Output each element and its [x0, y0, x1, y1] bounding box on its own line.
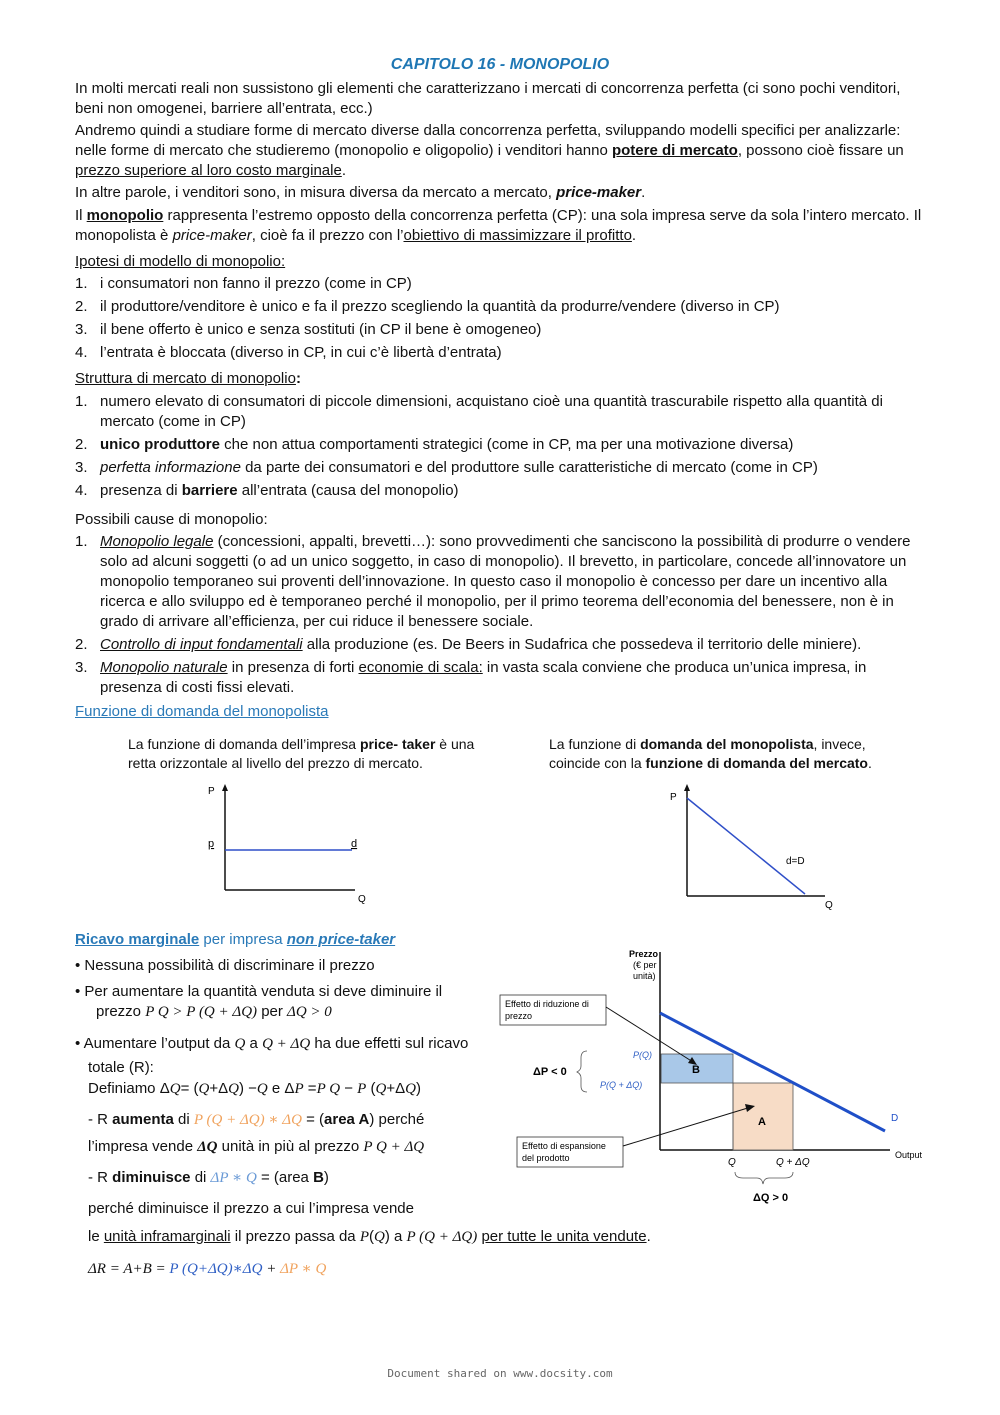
axis-label-q: Q	[358, 894, 366, 905]
ricavo-heading-text: per impresa	[199, 931, 287, 948]
barriere-term: barriere	[181, 482, 238, 499]
ricavo-aumenta-line2	[88, 1137, 508, 1157]
le-text: (	[369, 1228, 374, 1245]
area-a-label: area A	[324, 1111, 370, 1128]
qdq-tick-label: Q + ΔQ	[776, 1157, 810, 1168]
ricavo-text: prezzo	[96, 1003, 146, 1020]
intro-p2e: .	[341, 162, 346, 179]
le-text: .	[646, 1228, 651, 1245]
intro-p4a: Il	[75, 207, 87, 224]
struttura-colon: :	[295, 370, 301, 387]
aum-text: unità in più al prezzo	[217, 1138, 364, 1155]
y-label: unità)	[633, 971, 656, 981]
ricavo-inframarginali	[88, 1227, 788, 1247]
ricavo-aumenta	[88, 1110, 508, 1130]
def-text: )	[415, 1080, 421, 1097]
y-label: (€ per	[633, 960, 657, 970]
le-math: P	[359, 1229, 369, 1245]
ipotesi-heading: Ipotesi di modello di monopolio:	[75, 253, 286, 270]
intro-p4c: rappresenta l’estremo opposto della concorrenza perfetta (CP): una sola impresa serve da sola l’intero mercato. Il monopolista è	[75, 207, 922, 244]
ricavo-perche: perché diminuisce il prezzo a cui l’impresa vende	[88, 1200, 414, 1217]
formula-part-blue: P (Q+ΔQ)∗ΔQ	[169, 1261, 263, 1277]
aum-text: di	[173, 1111, 194, 1128]
caption-text: , invece, coincide con la	[549, 736, 866, 771]
ipotesi-item-text: il produttore/venditore è unico e fa il prezzo scegliendo la quantità da produrre/vendere (diverso in CP)	[100, 298, 780, 315]
def-math: Q	[375, 1081, 387, 1097]
intro-p3	[75, 183, 925, 203]
graph-ricavo-marginale	[495, 940, 935, 1215]
def-math: Q	[169, 1081, 181, 1097]
ricavo-formula	[88, 1259, 508, 1279]
cause-item: 1. Monopolio legale (concessioni, appalti, brevetti…): sono provvedimenti che sanciscono la possibilità di produrre o vendere solo ad alcuni soggetti (o ad un unico soggetto, in caso di monopolio). Il brevetto, in particolare, concede all’innovatore un monopolio temporaneo sui proventi dell’innovazione. In questo caso il monopolio è concesso per dare un incentivo alla ricerca e allo sviluppo ed è temporaneo perché il monopolio, per il primo teorema dell’economia del benessere, non è in grado di arrivare all’efficienza, per cui riduce il benessere sociale.	[75, 533, 911, 630]
dim-text: di	[190, 1169, 211, 1186]
ricavo-b2-line2	[96, 1002, 516, 1022]
def-text: Definiamo Δ	[88, 1080, 170, 1097]
ipotesi-list	[75, 274, 925, 366]
ricavo-text: per	[257, 1003, 288, 1020]
delta-q-positive: ΔQ > 0	[287, 1004, 332, 1020]
cause-item-text: (concessioni, appalti, brevetti…): sono provvedimenti che sanciscono la possibilità di produrre o vendere solo ad alcuni soggetti (o ad un unico soggetto, in caso di monopolio). Il brevetto, in particolare, concede all’innovatore un monopolio temporaneo sui proventi dell’innovazione. In questo caso il monopolio è concesso per dare un incentivo alla ricerca e allo sviluppo ed è temporaneo perché il monopolio, per il primo teorema dell’economia del benessere, non è in grado di arrivare all’efficienza, per cui riduce il benessere sociale.	[100, 533, 911, 630]
caption-text: La funzione di	[549, 736, 641, 752]
footer: Document shared on www.docsity.com	[387, 1367, 613, 1380]
def-text: +Δ	[209, 1080, 229, 1097]
delta-q-bold: ΔQ	[197, 1139, 218, 1155]
cause-item-text: in presenza di forti	[227, 659, 359, 676]
ricavo-marginale-term: Ricavo marginale	[75, 931, 200, 948]
intro-p2a: Andremo quindi a studiare forme di mercato diverse dalla concorrenza perfetta, sviluppando modelli specifici per analizzarle: nelle forme di mercato che studieremo (monopolio e oligopolio) i venditori hanno	[75, 122, 901, 159]
cause-item-text: in vasta scala conviene che produca un’unica impresa, in presenza di costi fissi elevati.	[100, 659, 867, 696]
caption-text: è una retta orizzontale al livello del prezzo di mercato.	[128, 736, 475, 771]
aumenta-term: aumenta	[112, 1111, 174, 1128]
struttura-item-text: numero elevato di consumatori di piccole dimensioni, acquistano cioè una quantità trascurabile rispetto alla quantità di mercato (come in CP)	[100, 393, 883, 430]
ipotesi-item-text: il bene offerto è unico e senza sostituti (in CP il bene è omogeneo)	[100, 321, 542, 338]
dim-text: - R	[88, 1169, 113, 1186]
graph-monopolist	[660, 780, 850, 915]
area-b-label: B	[313, 1169, 324, 1186]
effect-box-text: Effetto di riduzione di	[505, 999, 589, 1009]
le-math: Q	[374, 1229, 385, 1245]
area-a-formula: P (Q + ΔQ) ∗ ΔQ	[193, 1112, 302, 1128]
le-text: ) a	[384, 1228, 407, 1245]
y-label: Prezzo	[629, 949, 659, 959]
def-text: =	[303, 1080, 317, 1097]
def-text: −	[340, 1080, 358, 1097]
price-maker-term: price-maker	[556, 184, 642, 201]
intro-p3a: In altre parole, i venditori sono, in misura diversa da mercato a mercato,	[75, 184, 557, 201]
intro-p1-text: In molti mercati reali non sussistono gli elementi che caratterizzano i mercati di concorrenza perfetta (ci sono pochi venditori, beni non omogenei, barriere all’entrata, ecc.)	[75, 80, 901, 117]
def-math: Q	[405, 1081, 416, 1097]
effect-box-text: Effetto di espansione	[522, 1141, 606, 1151]
ricavo-b1: • Nessuna possibilità di discriminare il prezzo	[75, 957, 375, 974]
perfetta-informazione: perfetta informazione	[100, 459, 241, 476]
ricavo-text: a	[245, 1035, 263, 1052]
obiettivo-profitto: obiettivo di massimizzare il profitto	[403, 227, 632, 244]
diminuisce-term: diminuisce	[112, 1169, 191, 1186]
domanda-left-caption	[128, 735, 488, 773]
demand-label-d: d	[351, 838, 358, 850]
aum-text: ) perché	[369, 1111, 425, 1128]
formula-part: ΔR = A+B =	[88, 1261, 170, 1277]
area-b-formula: ΔP ∗ Q	[210, 1170, 257, 1186]
y-axis-arrow-icon	[222, 784, 228, 791]
price-taker-term: price- taker	[359, 736, 436, 752]
intro-p4	[75, 206, 925, 246]
struttura-item-text: all’entrata (causa del monopolio)	[237, 482, 459, 499]
struttura-item-text: da parte dei consumatori e del produttore sulle caratteristiche di mercato (come in CP)	[240, 459, 818, 476]
brace-icon	[577, 1051, 587, 1092]
struttura-heading-text: Struttura di mercato di monopolio	[75, 370, 296, 387]
def-math: P	[357, 1081, 367, 1097]
ricavo-text: ha due effetti sul ricavo	[310, 1035, 469, 1052]
price-inequality: P Q > P (Q + ΔQ)	[145, 1004, 258, 1020]
demand-line-downward	[687, 798, 805, 894]
cause-item: 3. Monopolio naturale in presenza di forti economie di scala: in vasta scala conviene che produca un’unica impresa, in presenza di costi fissi elevati.	[75, 659, 867, 696]
domanda-mercato-term: funzione di domanda del mercato	[645, 755, 868, 771]
caption-text: .	[867, 755, 872, 771]
intro-p3c: .	[641, 184, 646, 201]
ipotesi-item-text: i consumatori non fanno il prezzo (come in CP)	[100, 275, 412, 292]
def-math: P Q	[316, 1081, 341, 1097]
y-axis-arrow-icon	[684, 784, 690, 791]
cause-list	[75, 532, 925, 701]
controllo-input: Controllo di input fondamentali	[100, 636, 303, 653]
intro-p2	[75, 121, 925, 181]
def-math: P	[294, 1081, 304, 1097]
def-text: e Δ	[267, 1080, 295, 1097]
axis-label-q: Q	[825, 900, 833, 911]
area-a-letter: A	[758, 1116, 766, 1128]
def-text: ) −	[238, 1080, 257, 1097]
prezzo-superiore: prezzo superiore al loro costo marginale	[75, 162, 342, 179]
pq-label: P(Q)	[633, 1050, 652, 1060]
economie-di-scala: economie di scala:	[358, 659, 483, 676]
struttura-item-text: che non attua comportamenti strategici (come in CP, ma per una motivazione diversa)	[220, 436, 794, 453]
x-axis-label: Output	[895, 1150, 923, 1160]
domanda-right-caption	[549, 735, 909, 773]
price-expression: P Q + ΔQ	[363, 1139, 425, 1155]
dim-text: )	[323, 1169, 329, 1186]
potere-di-mercato: potere di mercato	[611, 142, 738, 159]
axis-label-p: P	[208, 786, 215, 797]
ipotesi-item: 4. l’entrata è bloccata (diverso in CP, in cui c’è libertà d’entrata)	[75, 344, 502, 361]
page-title: CAPITOLO 16 - MONOPOLIO	[390, 56, 610, 73]
aum-text: l’impresa vende	[88, 1138, 198, 1155]
le-text: le	[88, 1228, 104, 1245]
formula-part: +	[262, 1261, 281, 1277]
cause-item: 2. Controllo di input fondamentali alla produzione (es. De Beers in Sudafrica che possedeva il territorio delle miniere).	[75, 636, 862, 653]
graph-price-taker	[200, 780, 380, 910]
struttura-item: 3. perfetta informazione da parte dei consumatori e del produttore sulle caratteristiche di mercato (come in CP)	[75, 459, 818, 476]
ipotesi-item: 3. il bene offerto è unico e senza sostituti (in CP il bene è omogeneo)	[75, 321, 542, 338]
pqdq-label: P(Q + ΔQ)	[600, 1080, 643, 1090]
caption-text: La funzione di domanda dell’impresa	[128, 736, 360, 752]
ricavo-b3	[75, 1034, 505, 1054]
ipotesi-item: 2. il produttore/venditore è unico e fa il prezzo scegliendo la quantità da produrre/vendere (diverso in CP)	[75, 298, 780, 315]
math-q-plus-dq: Q + ΔQ	[262, 1036, 311, 1052]
non-price-taker-term: non price-taker	[286, 931, 396, 948]
def-math: Q	[228, 1081, 239, 1097]
cause-item-text: alla produzione (es. De Beers in Sudafrica che possedeva il territorio delle miniere).	[302, 636, 862, 653]
def-text: = (	[180, 1080, 199, 1097]
price-maker-italic: price-maker	[172, 227, 252, 244]
q-tick-label: Q	[728, 1157, 736, 1168]
ipotesi-item: 1. i consumatori non fanno il prezzo (come in CP)	[75, 275, 412, 292]
monopolio-legale: Monopolio legale	[100, 533, 214, 550]
struttura-item: 4. presenza di barriere all’entrata (causa del monopolio)	[75, 482, 459, 499]
formula-part-orange: ΔP ∗ Q	[280, 1261, 327, 1277]
ricavo-diminuisce	[88, 1168, 508, 1188]
intro-p2c: , possono cioè fissare un	[737, 142, 904, 159]
domanda-monopolista-term: domanda del monopolista	[640, 736, 814, 752]
ricavo-b2: • Per aumentare la quantità venduta si deve diminuire il	[75, 983, 443, 1000]
ricavo-b3-line2: totale (R):	[88, 1059, 154, 1076]
unico-produttore: unico produttore	[100, 436, 220, 453]
demand-label-d: D	[891, 1113, 899, 1124]
def-math: Q	[198, 1081, 210, 1097]
tutte-le-unita: per tutte le unita vendute	[481, 1228, 647, 1245]
struttura-item: 2. unico produttore che non attua comportamenti strategici (come in CP, ma per una motivazione diversa)	[75, 436, 794, 453]
intro-p4g: .	[631, 227, 637, 244]
price-label-p: p	[208, 838, 215, 850]
cause-heading: Possibili cause di monopolio:	[75, 511, 268, 528]
effect-box-text: prezzo	[505, 1011, 533, 1021]
le-text: il prezzo passa da	[230, 1228, 360, 1245]
struttura-item-text: presenza di	[100, 482, 182, 499]
demand-label-dD: d=D	[786, 856, 805, 867]
struttura-item: 1. numero elevato di consumatori di piccole dimensioni, acquistano cioè una quantità trascurabile rispetto alla quantità di mercato (come in CP)	[75, 393, 883, 430]
effect-box-text: del prodotto	[522, 1153, 570, 1163]
def-math: Q	[256, 1081, 268, 1097]
unita-inframarginali: unità inframarginali	[103, 1228, 231, 1245]
brace-icon	[735, 1172, 793, 1184]
struttura-heading	[75, 369, 925, 389]
struttura-list	[75, 392, 925, 504]
monopolio-term: monopolio	[86, 207, 164, 224]
dim-text: = (area	[256, 1169, 314, 1186]
def-text: (	[366, 1080, 376, 1097]
intro-p4e: , cioè fa il prezzo con l’	[251, 227, 404, 244]
aum-text: = (	[301, 1111, 325, 1128]
ipotesi-item-text: l’entrata è bloccata (diverso in CP, in cui c’è libertà d’entrata)	[100, 344, 502, 361]
math-q: Q	[234, 1036, 246, 1052]
axis-label-p: P	[670, 792, 677, 803]
delta-q-label: ΔQ > 0	[753, 1192, 789, 1204]
aum-text: - R	[88, 1111, 113, 1128]
domanda-heading: Funzione di domanda del monopolista	[75, 703, 329, 720]
ricavo-definition	[88, 1079, 508, 1099]
intro-p1	[75, 79, 925, 119]
def-text: +Δ	[386, 1080, 406, 1097]
le-math: P (Q + ΔQ)	[406, 1229, 478, 1245]
arrow-line	[623, 1107, 751, 1146]
area-b-letter: B	[692, 1064, 700, 1076]
delta-p-label: ΔP < 0	[533, 1066, 567, 1078]
monopolio-naturale: Monopolio naturale	[100, 659, 228, 676]
ricavo-text: • Aumentare l’output da	[75, 1035, 235, 1052]
